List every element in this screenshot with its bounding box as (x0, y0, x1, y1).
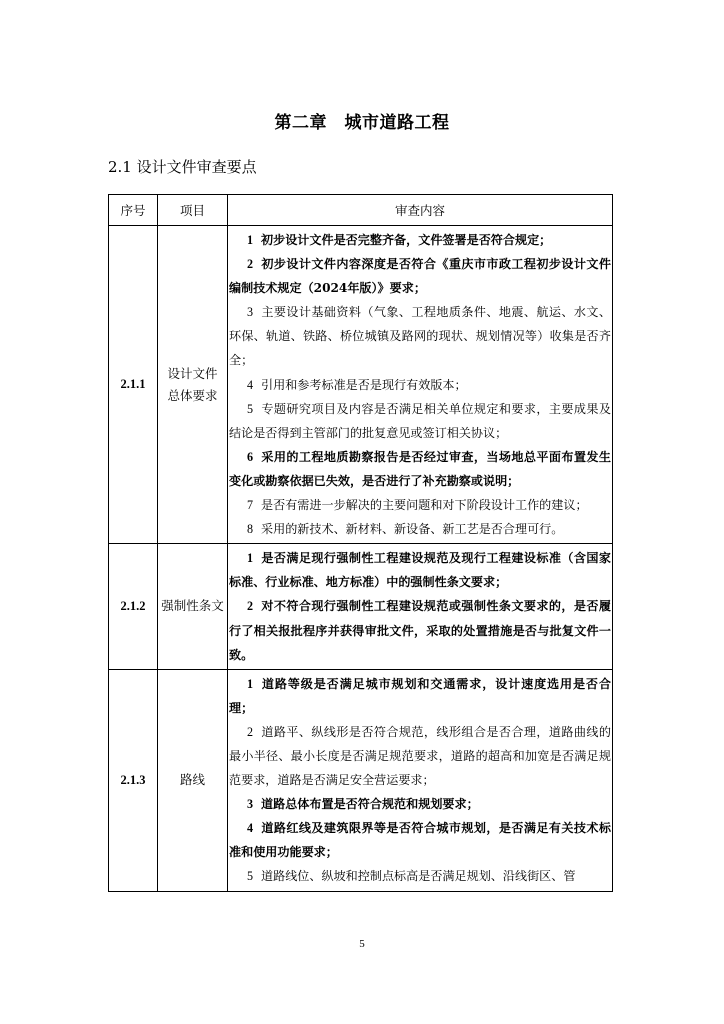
row-content (228, 669, 613, 891)
table-row (109, 669, 613, 891)
review-item (229, 397, 611, 445)
review-item-number: 3 (246, 305, 253, 320)
review-item-text: 初步设计文件内容深度是否符合《重庆市市政工程初步设计文件编制技术规定（2024年版）》要求； (229, 257, 611, 296)
review-item-text: 初步设计文件是否完整齐备，文件签署是否符合规定； (261, 233, 552, 247)
review-item-number: 2 (246, 724, 253, 739)
review-item-number: 8 (246, 522, 253, 537)
review-item-text: 引用和参考标准是否是现行有效版本； (261, 377, 467, 392)
review-item-text: 主要设计基础资料（气象、工程地质条件、地震、航运、水文、环保、轨道、铁路、桥位城镇及路网的现状、规划情况等）收集是否齐全； (229, 305, 611, 368)
review-item (229, 373, 611, 397)
table-header-row (109, 195, 613, 226)
row-number: 2.1.3 (109, 669, 158, 891)
review-item (229, 672, 611, 720)
review-item-text: 道路红线及建筑限界等是否符合城市规划，是否满足有关技术标准和使用功能要求； (229, 821, 611, 860)
chapter-title: 第二章 城市道路工程 (274, 113, 450, 133)
row-item (158, 544, 228, 669)
review-item-number: 1 (246, 233, 253, 247)
review-item-text: 道路平、纵线形是否符合规范，线形组合是否合理，道路曲线的最小半径、最小长度是否满足规范要求，道路的超高和加宽是否满足规范要求，道路是否满足安全营运要求； (229, 724, 611, 788)
review-item (229, 594, 611, 666)
header-num: 序号 (109, 195, 158, 226)
review-item-text: 对不符合现行强制性工程建设规范或强制性条文要求的，是否履行了相关报批程序并获得审批文件，采取的处置措施是否与批复文件一致。 (229, 599, 611, 662)
review-item-number: 2 (246, 257, 253, 272)
review-item (229, 864, 611, 888)
review-item-text: 采用的工程地质勘察报告是否经过审查，当场地总平面布置发生变化或勘察依据已失效，是否进行了补充勘察或说明； (229, 449, 611, 488)
row-item (158, 226, 228, 544)
table-body (109, 226, 613, 892)
header-item: 项目 (158, 195, 228, 226)
row-item-label: 路线 (179, 772, 205, 788)
review-item (229, 228, 611, 252)
review-item-text: 专题研究项目及内容是否满足相关单位规定和要求，主要成果及结论是否得到主管部门的批复意见或签订相关协议； (229, 401, 611, 440)
table-row (109, 226, 613, 544)
review-item-text: 是否满足现行强制性工程建设规范及现行工程建设标准（含国家标准、行业标准、地方标准）中的强制性条文要求； (229, 551, 611, 590)
review-item-number: 1 (246, 551, 253, 566)
review-item-text: 采用的新技术、新材料、新设备、新工艺是否合理可行。 (261, 522, 564, 537)
review-item-number: 1 (246, 676, 253, 691)
table-row (109, 544, 613, 669)
review-item-text: 道路线位、纵坡和控制点标高是否满足规划、沿线街区、管 (261, 869, 576, 884)
review-item-number: 5 (246, 869, 253, 884)
review-item-text: 是否有需进一步解决的主要问题和对下阶段设计工作的建议； (261, 498, 588, 513)
review-item-text: 道路总体布置是否符合规范和规划要求； (261, 797, 479, 812)
review-item (229, 300, 611, 372)
review-table (108, 194, 613, 892)
review-item-text: 道路等级是否满足城市规划和交通需求，设计速度选用是否合理； (229, 676, 611, 715)
review-item-number: 6 (246, 449, 253, 464)
row-number: 2.1.2 (109, 544, 158, 669)
review-item (229, 445, 611, 493)
row-content (228, 226, 613, 544)
review-item-number: 5 (246, 401, 253, 416)
review-item (229, 517, 611, 541)
review-item-number: 4 (246, 377, 253, 392)
review-item-number: 2 (246, 599, 253, 614)
review-item (229, 493, 611, 517)
page-number: 5 (359, 938, 365, 950)
review-item (229, 816, 611, 864)
review-item (229, 252, 611, 300)
review-item (229, 720, 611, 792)
row-item-label: 强制性条文 (161, 598, 224, 614)
header-content: 审查内容 (228, 195, 613, 226)
row-number: 2.1.1 (109, 226, 158, 544)
row-item-label: 设计文件总体要求 (167, 365, 218, 403)
section-title: 2.1 设计文件审查要点 (108, 158, 257, 176)
row-content (228, 544, 613, 669)
review-item (229, 546, 611, 594)
row-item (158, 669, 228, 891)
review-item-number: 7 (246, 498, 253, 513)
review-item-number: 3 (246, 797, 253, 812)
review-item (229, 792, 611, 816)
review-item-number: 4 (246, 821, 253, 836)
